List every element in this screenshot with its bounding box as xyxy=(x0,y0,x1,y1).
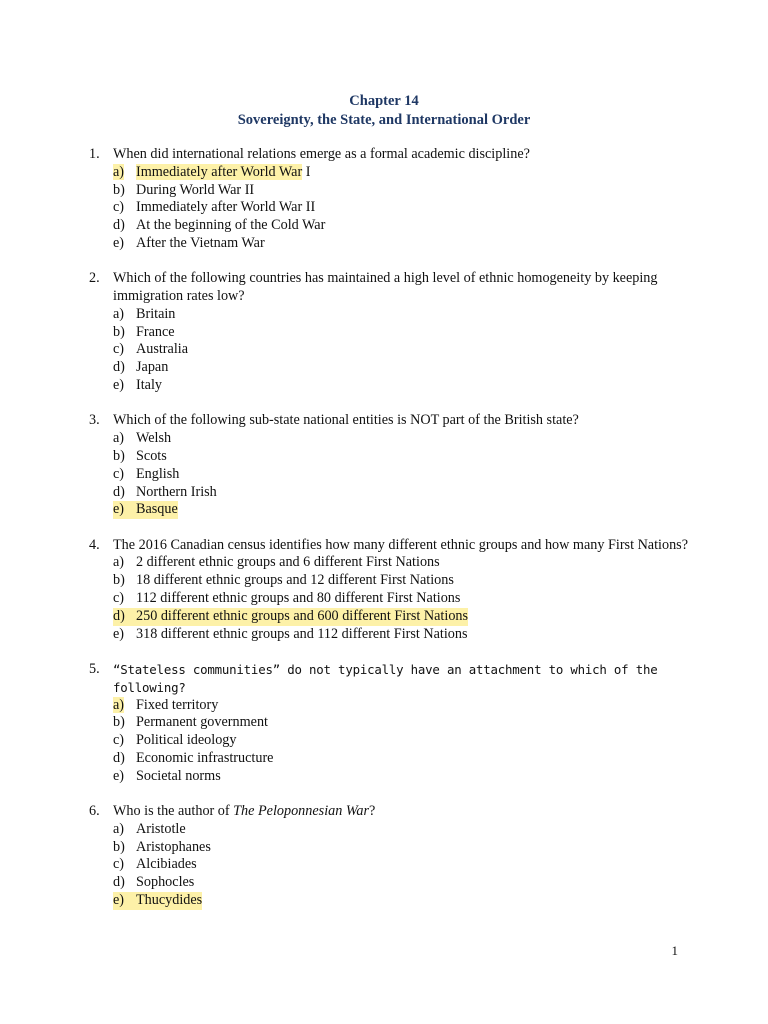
question-number: 4. xyxy=(89,536,100,553)
option-letter: c) xyxy=(113,199,125,216)
option-text: 318 different ethnic groups and 112 different First Nations xyxy=(136,625,468,642)
answer-option xyxy=(113,182,689,200)
answer-option xyxy=(113,377,689,395)
question-1 xyxy=(89,146,689,253)
option-letter: c) xyxy=(113,732,125,749)
option-letter: d) xyxy=(113,483,125,500)
option-text: Aristophanes xyxy=(136,838,211,855)
option-letter: a) xyxy=(113,820,125,837)
answer-option xyxy=(113,324,689,342)
option-letter: e) xyxy=(113,767,125,784)
answer-option xyxy=(113,750,689,768)
question-4 xyxy=(89,537,689,644)
option-letter: b) xyxy=(113,572,125,589)
question-text: The 2016 Canadian census identifies how many different ethnic groups and how many First Nations? xyxy=(113,536,688,553)
answer-option xyxy=(113,608,689,626)
option-text: Italy xyxy=(136,377,162,394)
question-text: Which of the following countries has maintained a high level of ethnic homogeneity by keeping immigration rates low? xyxy=(113,270,658,305)
option-text: At the beginning of the Cold War xyxy=(136,217,326,234)
option-text: Immediately after World War II xyxy=(136,199,316,216)
option-letter: b) xyxy=(113,447,125,464)
option-letter: d) xyxy=(113,359,125,376)
question-2 xyxy=(89,270,689,395)
option-text: Australia xyxy=(136,341,189,358)
answer-option xyxy=(113,839,689,857)
option-letter: a) xyxy=(113,430,125,447)
option-letter: d) xyxy=(113,217,125,234)
option-letter: c) xyxy=(113,856,125,873)
answer-option xyxy=(113,874,689,892)
answer-option xyxy=(113,856,689,874)
option-letter: d) xyxy=(113,749,125,766)
chapter-title: Sovereignty, the State, and International Order xyxy=(237,112,531,128)
question-text: “Stateless communities” do not typically have an attachment to which of the following? xyxy=(113,661,658,695)
answer-option xyxy=(113,448,689,466)
option-letter: e) xyxy=(113,234,125,251)
book-title: The Peloponnesian War xyxy=(233,803,369,819)
answer-option xyxy=(113,359,689,377)
answer-option xyxy=(113,199,689,217)
page-number: 1 xyxy=(671,943,678,958)
question-number: 5. xyxy=(89,660,100,677)
answer-option xyxy=(113,554,689,572)
answer-option xyxy=(113,501,689,519)
option-text: Political ideology xyxy=(136,732,237,749)
option-text: During World War II xyxy=(136,181,255,198)
option-letter: b) xyxy=(113,181,125,198)
option-text: Permanent government xyxy=(136,714,268,731)
answer-option xyxy=(113,164,689,182)
answer-option xyxy=(113,821,689,839)
answer-option xyxy=(113,430,689,448)
option-letter: d) xyxy=(113,874,125,891)
option-text: Societal norms xyxy=(136,767,221,784)
answer-option xyxy=(113,590,689,608)
option-text: 112 different ethnic groups and 80 different First Nations xyxy=(136,590,461,607)
highlighted-answer: Basque xyxy=(136,501,178,518)
option-letter: c) xyxy=(113,465,125,482)
option-letter: b) xyxy=(113,323,125,340)
highlighted-answer: Immediately after World War xyxy=(136,163,303,180)
highlighted-answer: 250 different ethnic groups and 600 different First Nations xyxy=(136,607,469,624)
option-text: Aristotle xyxy=(136,820,186,837)
option-letter: c) xyxy=(113,341,125,358)
answer-option xyxy=(113,341,689,359)
option-text: Scots xyxy=(136,447,167,464)
option-text: Northern Irish xyxy=(136,483,217,500)
option-letter: e) xyxy=(113,892,136,910)
question-number: 2. xyxy=(89,270,100,287)
question-list xyxy=(89,146,689,927)
question-text: When did international relations emerge as a formal academic discipline? xyxy=(113,146,530,162)
option-letter: a) xyxy=(113,163,125,180)
option-letter: e) xyxy=(113,625,125,642)
answer-option xyxy=(113,714,689,732)
highlighted-letter: a) xyxy=(113,696,125,713)
question-5 xyxy=(89,661,689,786)
option-text: 2 different ethnic groups and 6 different First Nations xyxy=(136,554,440,571)
question-text: Which of the following sub-state national entities is NOT part of the British state? xyxy=(113,412,579,429)
answer-option xyxy=(113,697,689,715)
chapter-label: Chapter 14 xyxy=(349,93,419,109)
option-text: France xyxy=(136,323,175,340)
option-letter xyxy=(113,697,136,715)
answer-option xyxy=(113,466,689,484)
answer-option xyxy=(113,217,689,235)
option-text: Fixed territory xyxy=(136,696,219,713)
question-number: 6. xyxy=(89,803,100,819)
question-text: Who is the author of The Peloponnesian War? xyxy=(113,803,376,819)
option-letter: d) xyxy=(113,608,136,626)
option-text: After the Vietnam War xyxy=(136,234,265,251)
option-letter: e) xyxy=(113,377,125,394)
answer-option xyxy=(113,892,689,910)
answer-option xyxy=(113,235,689,253)
option-text: Welsh xyxy=(136,430,172,447)
question-number: 3. xyxy=(89,412,100,429)
option-text: Alcibiades xyxy=(136,856,197,873)
option-letter: a) xyxy=(113,305,125,322)
option-text: 18 different ethnic groups and 12 different First Nations xyxy=(136,572,454,589)
question-6 xyxy=(89,803,689,910)
option-letter: b) xyxy=(113,714,125,731)
option-letter: c) xyxy=(113,590,125,607)
option-letter: e) xyxy=(113,501,136,519)
chapter-header xyxy=(0,92,768,130)
option-text: Britain xyxy=(136,305,176,322)
option-letter: a) xyxy=(113,554,125,571)
option-letter: b) xyxy=(113,838,125,855)
option-text: Japan xyxy=(136,359,169,376)
answer-option xyxy=(113,768,689,786)
answer-option xyxy=(113,732,689,750)
highlighted-answer: Thucydides xyxy=(136,891,203,908)
option-text xyxy=(136,164,310,182)
answer-option xyxy=(113,626,689,644)
option-text: Sophocles xyxy=(136,874,195,891)
answer-option xyxy=(113,484,689,502)
answer-option xyxy=(113,306,689,324)
question-3 xyxy=(89,412,689,519)
question-number: 1. xyxy=(89,146,100,162)
option-suffix: I xyxy=(302,163,311,180)
answer-option xyxy=(113,572,689,590)
option-text: Economic infrastructure xyxy=(136,749,274,766)
option-text: English xyxy=(136,465,180,482)
